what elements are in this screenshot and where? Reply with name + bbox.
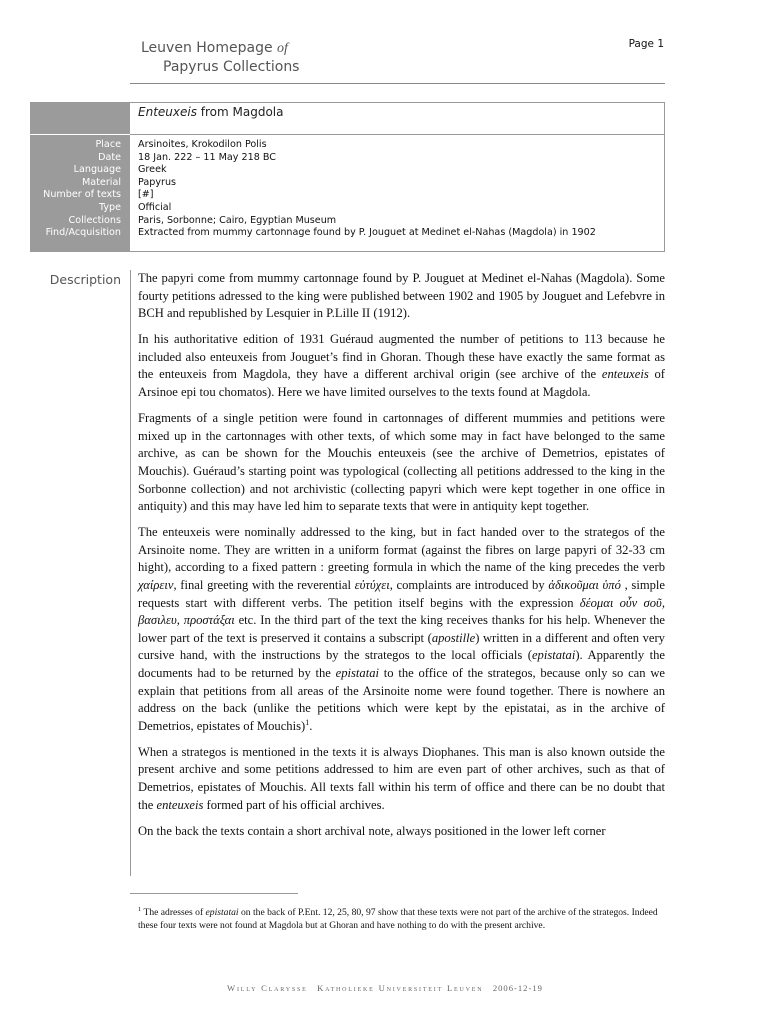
description-paragraph [138,744,665,814]
italic-term: enteuxeis [601,367,649,382]
text-run: on the back of P.Ent. 12, 25, 80, 97 show that these texts were not part of the archive of the strategos. Indeed these four texts were not found at Magdola but at Ghoran and have nothing to do with the present archive. [138,907,658,931]
site-title-of: of [277,41,288,56]
text-run: ). Apparently the documents had to be returned by the [138,648,666,680]
label-number-of-texts: Number of texts [43,189,121,201]
description-divider [130,270,131,876]
label-find-acquisition: Find/Acquisition [45,227,121,239]
label-material: Material [82,176,121,188]
text-run: formed part of his official archives. [203,797,385,812]
label-place: Place [95,139,121,150]
site-title-line2: Papyrus Collections [163,59,300,75]
description-paragraph [138,331,665,401]
text-run: , simple requests start with different verbs. The petition itself begins with the expression [138,578,666,610]
description-label: Description [49,272,121,287]
greek-term: χαίρειν [138,578,174,592]
value-find-acquisition: Extracted from mummy cartonnage found by P. Jouguet at Medinet el-Nahas (Magdola) in 1902 [138,227,596,239]
metadata-title-divider [130,134,665,135]
metadata-labels [30,139,121,240]
italic-term: epistatai [205,907,239,919]
record-title-italic: Enteuxeis [138,105,197,119]
site-title-main: Leuven Homepage [141,40,273,56]
label-type: Type [98,201,121,213]
metadata-values [138,139,658,240]
greek-term: ἀδικοῦμαι ὑπό [548,578,621,592]
description-paragraph [138,524,665,735]
footnote-divider [130,893,298,894]
page-number: Page 1 [628,38,664,50]
label-language: Language [73,164,121,176]
text-run: ) written in a different and often very cursive hand, with the instructions by the strategos to the local officials ( [138,630,665,663]
text-run: of Arsinoe epi tou chomatos). Here we have limited ourselves to the texts found at Magdola. [138,367,665,400]
footnote-number: 1 [138,906,142,913]
footer-institution: Katholieke Universiteit Leuven [317,983,484,993]
value-number-of-texts: [#] [138,189,154,201]
record-title-rest: from Magdola [196,105,284,119]
label-collections: Collections [68,214,121,226]
record-title [138,103,283,121]
label-date: Date [98,151,121,163]
text-run: The enteuxeis were nominally addressed to the king, but in fact handed over to the strategos of the Arsinoite nome. They are written in a uniform format (against the fibres on large papyri of 32-33 cm hight), according to a fixed pattern : greeting formula in which the name of the king precedes the verb [138,525,665,575]
text-run: , final greeting with the reverential [173,578,355,592]
italic-term: enteuxeis [156,797,204,812]
description-paragraph: On the back the texts contain a short archival note, always positioned in the lower left corner [138,823,606,838]
footnote-reference[interactable]: 1 [305,717,310,727]
value-collections: Paris, Sorbonne; Cairo, Egyptian Museum [138,214,337,226]
italic-term: epistatai [335,665,380,680]
text-run: to the office of the strategos, because only so can we explain that petitions from all areas of the Arsinoite nome were found together. There is nowhere an address on the back (unlike the petitions which were kept by the epistatai, as in the archive of Demetrios, epistates of Mouchis) [138,665,666,733]
greek-term: εὐτύχει [354,578,390,592]
text-run: In his authoritative edition of 1931 Guéraud augmented the number of petitions to 113 because he included also enteuxeis from Jouguet’s find in Ghoran. Though these have exactly the same format as the enteuxeis from Magdola, they have a different archival origin (see archive of the [138,332,665,382]
page-footer [0,983,770,993]
value-date: 18 Jan. 222 – 11 May 218 BC [138,151,276,163]
text-run: etc. In the third part of the text the king receives thanks for his help. Whenever the lower part of the text is preserved it contains a subscript ( [138,613,665,645]
value-language: Greek [138,164,167,176]
footer-author: Willy Clarysse [227,983,308,993]
footer-date: 2006-12-19 [492,983,543,993]
italic-term: epistatai [531,648,576,663]
description-paragraph: The papyri come from mummy cartonnage found by P. Jouguet at Medinet el-Nahas (Magdola). Some fourty petitions adressed to the king were published between 1902 and 1905 by Jouguet and Lefebvre in BCH and republished by Lesquier in P.Lille II (1912). [138,271,665,321]
text-run: The adresses of [141,907,206,919]
value-type: Official [138,201,172,213]
description-paragraph: Fragments of a single petition were found in cartonnages of different mummies and petitions were mixed up in the cartonnages with other texts, of which some may in fact have belonged to the same archive, as can be shown for the Mouchis enteuxeis (see the archive of Demetrios, epistates of Mouchis). Guéraud’s starting point was typological (collecting all petitions addressed to the king in the Sorbonne collection) and not archivistic (collecting papyri which were kept together in one office in antiquity) and this may have led him to separate texts that were in antiquity kept together. [138,411,665,514]
greek-term: δέομαι οὖν σοῦ, βασιλευ, προστάξαι [138,595,665,628]
italic-term: apostille [431,630,476,645]
site-title-line1 [141,39,299,58]
value-place: Arsinoites, Krokodilon Polis [138,139,267,150]
text-run: . [309,718,313,733]
description-body [138,270,665,849]
text-run: When a strategos is mentioned in the texts it is always Diophanes. This man is also known outside the present archive and some petitions addressed to him are even part of other archives, such as that of Demetrios, epistates of Mouchis. All texts fall within his term of office and there can be no doubt that the [138,744,665,812]
text-run: , complaints are introduced by [389,578,549,592]
footnote [138,904,658,932]
header-divider [130,83,665,84]
value-material: Papyrus [138,176,177,188]
metadata-label-separator [30,134,130,135]
site-title [141,39,299,77]
